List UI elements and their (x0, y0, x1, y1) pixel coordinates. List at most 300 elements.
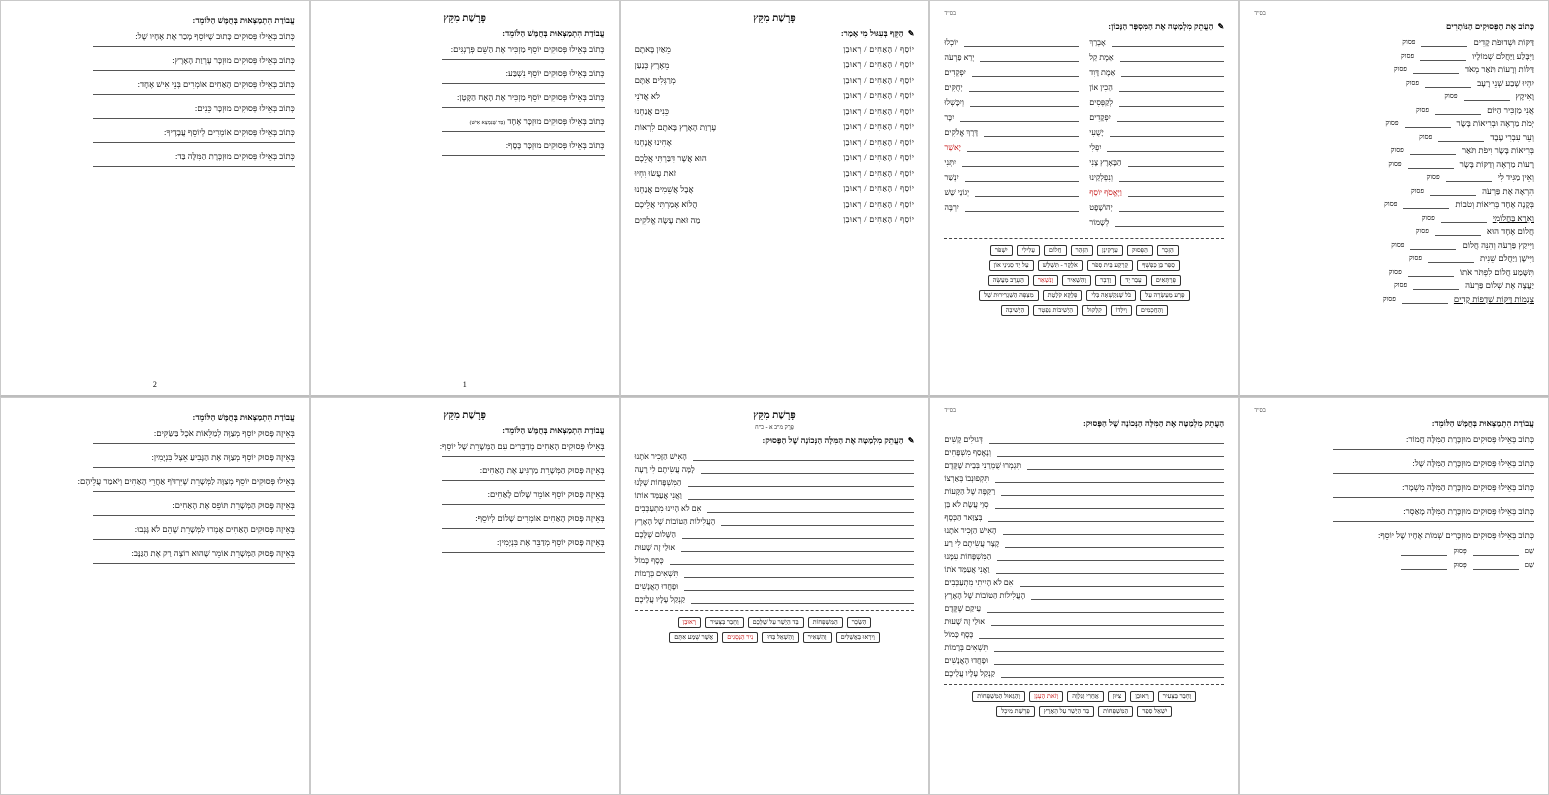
word-chip[interactable]: וְנִשְׁאַר (1033, 275, 1058, 286)
answer-blank[interactable] (691, 594, 914, 604)
answer-blank[interactable] (1107, 142, 1224, 152)
answer-blank[interactable] (991, 616, 1224, 626)
question-row[interactable] (635, 137, 915, 147)
answer-blank[interactable] (967, 142, 1079, 152)
answer-blank[interactable] (1435, 105, 1481, 115)
answer-line[interactable] (93, 562, 294, 564)
sentence-row[interactable] (944, 655, 1224, 665)
answer-line[interactable] (1333, 496, 1534, 498)
answer-blank[interactable] (1121, 67, 1224, 77)
answer-options[interactable]: יוֹסֵף / הָאַחִים / רְאוּבֵן (843, 199, 915, 209)
answer-blank[interactable] (1413, 64, 1459, 74)
name-label: שֵׁם (1524, 547, 1534, 555)
answer-blank[interactable] (1408, 159, 1454, 169)
answer-blank[interactable] (1435, 226, 1481, 236)
word-cell[interactable] (944, 82, 1079, 92)
question-row[interactable] (635, 215, 915, 225)
answer-blank[interactable] (969, 82, 1080, 92)
sentence-row[interactable] (944, 642, 1224, 652)
sentence-row[interactable] (944, 668, 1224, 678)
word-chip[interactable]: וְהִשְׁאִיר (1062, 275, 1091, 286)
word-chip[interactable]: הִזָּהֵר (1071, 245, 1093, 256)
answer-blank[interactable] (670, 555, 915, 565)
sentence-row[interactable] (944, 577, 1224, 587)
word-cell[interactable] (1089, 142, 1224, 152)
word-chip[interactable]: וְיִלְּדוֹ (1111, 305, 1132, 316)
sentence-text: דְּגוּלִים קָשִׁים (944, 435, 983, 444)
name-pasuk-row[interactable] (1254, 560, 1534, 570)
answer-options[interactable]: יוֹסֵף / הָאַחִים / רְאוּבֵן (843, 215, 915, 224)
answer-blank[interactable] (994, 655, 1224, 665)
answer-options[interactable]: יוֹסֵף / הָאַחִים / רְאוּבֵן (843, 75, 915, 85)
word-chip[interactable]: וְהַשְׁאֵל בַּדּוּ (762, 632, 799, 643)
answer-blank[interactable] (965, 172, 1080, 182)
answer-line[interactable] (93, 538, 294, 540)
word-chip[interactable]: וְיִרְאוּ בַּאֲשֵׁלִים (836, 632, 880, 643)
answer-blank[interactable] (1027, 460, 1224, 470)
answer-options[interactable]: יוֹסֵף / הָאַחִים / רְאוּבֵן (843, 91, 915, 100)
word-chip[interactable]: קִלְקוּל (1082, 305, 1107, 316)
pasuk-row[interactable] (1254, 118, 1534, 128)
word-chip[interactable]: אֲחֵרִי וְנִלְוָה (1067, 691, 1104, 702)
answer-line[interactable] (442, 130, 604, 132)
word-chip[interactable]: הַזָּכָר (1157, 245, 1179, 256)
pasuk-label: פסוק (1393, 65, 1407, 73)
answer-blank[interactable] (988, 512, 1224, 522)
answer-blank[interactable] (1110, 127, 1225, 137)
question-text: אֲבָל אֲשֵׁמִים אֲנַחְנוּ (634, 183, 694, 194)
page-thumbnail-1[interactable] (0, 0, 310, 397)
word-cell[interactable] (944, 157, 1079, 167)
pasuk-row[interactable] (1254, 145, 1534, 155)
word-cell[interactable] (1089, 187, 1224, 197)
question-row[interactable] (635, 91, 915, 101)
sentence-row[interactable] (944, 538, 1224, 548)
answer-line[interactable] (1333, 448, 1534, 450)
answer-blank[interactable] (1119, 202, 1224, 212)
answer-options[interactable]: יוֹסֵף / הָאַחִים / רְאוּבֵן (843, 44, 915, 54)
word-chip[interactable]: וְחָבַר בַּצָּעִיר (1158, 691, 1197, 702)
word-text: יִפְלִי (1089, 142, 1102, 152)
sentence-list (635, 451, 915, 604)
pasuk-row[interactable] (1254, 199, 1534, 209)
word-cell[interactable] (1089, 127, 1224, 137)
answer-blank[interactable] (997, 447, 1224, 457)
pasuk-row[interactable] (1254, 240, 1534, 250)
answer-blank[interactable] (1464, 91, 1510, 101)
sentence-row[interactable] (944, 434, 1224, 444)
answer-blank[interactable] (970, 97, 1079, 107)
word-chip[interactable]: חֲלוֹם (1044, 245, 1067, 256)
word-text: הֵכִין אוֹן (1089, 82, 1113, 92)
sentence-row[interactable] (635, 477, 915, 487)
word-cell[interactable] (1089, 172, 1224, 182)
page-thumbnail-8[interactable] (620, 397, 930, 795)
answer-blank[interactable] (1473, 546, 1519, 556)
answer-blank[interactable] (1001, 486, 1224, 496)
page-task-heading (15, 412, 295, 422)
word-chip[interactable]: רְאוּבֵן (678, 617, 702, 628)
word-chip[interactable]: סְפַר בֵּן כַּפְשָׁף (1137, 260, 1180, 271)
sentence-row[interactable] (635, 516, 915, 526)
answer-blank[interactable] (1117, 112, 1224, 122)
pasuk-text: וַיִּיקַץ פַּרְעֹה וְהִנֵּה חֲלוֹם (1462, 239, 1534, 250)
word-chip[interactable]: הַמִּשְׁפָּחוֹת (1098, 706, 1133, 717)
answer-blank[interactable] (1428, 253, 1474, 263)
answer-blank[interactable] (1115, 217, 1224, 227)
answer-blank[interactable] (1003, 525, 1225, 535)
word-chip[interactable]: בַּד הַיְשֵׁר עַל שֶׁלָּכֶם (748, 617, 804, 628)
answer-blank[interactable] (1446, 172, 1492, 182)
answer-blank[interactable] (684, 568, 914, 578)
pasuk-text: וַיִּישָׁן וַיַּחֲלֹם שֵׁנִית (1480, 253, 1534, 263)
word-cell[interactable] (1089, 112, 1224, 122)
answer-blank[interactable] (1438, 132, 1484, 142)
pasuk-row[interactable] (1254, 267, 1534, 277)
answer-blank[interactable] (682, 529, 914, 539)
word-chip[interactable]: פָּרָשַׁת מִיכָל (996, 706, 1035, 717)
sentence-row[interactable] (635, 464, 915, 474)
task-items-list (15, 31, 295, 167)
word-cell[interactable] (1089, 97, 1224, 107)
answer-blank[interactable] (1001, 668, 1224, 678)
answer-blank[interactable] (995, 499, 1225, 509)
answer-blank[interactable] (1441, 213, 1487, 223)
word-chip[interactable]: וְזֹאת הֶעָנָן (1029, 691, 1063, 702)
word-chip[interactable]: הַמִּשְׁפָּחוֹת (808, 617, 843, 628)
pasuk-row[interactable] (1254, 64, 1534, 74)
page-thumbnail-7[interactable] (310, 397, 620, 795)
answer-line[interactable] (93, 45, 294, 47)
answer-blank[interactable] (721, 516, 914, 526)
pasuk-row[interactable] (1254, 294, 1534, 304)
answer-blank[interactable] (688, 490, 915, 500)
sentence-row[interactable] (944, 486, 1224, 496)
answer-options[interactable]: יוֹסֵף / הָאַחִים / רְאוּבֵן (843, 122, 915, 131)
sentence-row[interactable] (944, 603, 1224, 613)
answer-line[interactable] (93, 165, 294, 167)
answer-blank[interactable] (681, 542, 914, 552)
word-cell[interactable] (944, 172, 1079, 182)
answer-blank[interactable] (964, 37, 1079, 47)
sentence-row[interactable] (944, 512, 1224, 522)
word-chip[interactable]: מִצְפָּה הַשַּׁגְרִירוּת שֶׁל (979, 290, 1039, 301)
page-thumbnail-6[interactable] (0, 397, 310, 795)
sentence-text: הָעֲלִילוֹת הַטּוֹבוֹת שֶׁל הָאָרֶץ (634, 517, 716, 526)
page-thumbnail-4[interactable] (929, 0, 1239, 397)
sentence-row[interactable] (635, 568, 915, 578)
word-text: אָבְרֵךְ (1089, 37, 1106, 47)
answer-blank[interactable] (1410, 240, 1456, 250)
answer-line[interactable] (442, 106, 604, 108)
answer-line[interactable] (442, 503, 604, 505)
word-chip[interactable]: הַיְשִׁיבָה (1001, 305, 1030, 316)
pasuk-row[interactable] (1254, 51, 1534, 61)
answer-blank[interactable] (1430, 186, 1476, 196)
word-cell[interactable] (944, 67, 1079, 77)
pasuk-label: פסוק (1384, 200, 1398, 208)
word-chip[interactable]: וְדָבָר (1095, 275, 1116, 286)
pasuk-row[interactable] (1254, 159, 1534, 169)
word-cell[interactable] (1089, 202, 1224, 212)
page-thumbnail-3[interactable] (620, 0, 930, 397)
answer-line[interactable] (93, 93, 294, 95)
pasuk-label: פסוק (1415, 105, 1430, 114)
sentence-row[interactable] (635, 542, 915, 552)
circle-question-list (635, 44, 915, 225)
pasuk-text: יַעֲצֶה אֶת שְׁלוֹם פַּרְעֹה (1465, 280, 1534, 290)
word-chip[interactable]: עַרְקִינָן (1097, 245, 1123, 256)
word-cell[interactable] (1089, 157, 1224, 167)
answer-blank[interactable] (707, 503, 914, 513)
answer-options[interactable]: יוֹסֵף / הָאַחִים / רְאוּבֵן (843, 153, 915, 162)
answer-blank[interactable] (1421, 37, 1467, 47)
task-item-note: (בַּד שֶׁנִּמְצָא אִישׁ) (469, 120, 506, 126)
answer-line[interactable] (93, 514, 294, 516)
sentence-row[interactable] (635, 503, 915, 513)
answer-blank[interactable] (996, 564, 1225, 574)
answer-blank[interactable] (1005, 538, 1224, 548)
answer-blank[interactable] (997, 551, 1224, 561)
answer-blank[interactable] (1405, 118, 1451, 128)
sentence-text: רַקַּפֶּה שֶׁל הַקָּעוֹת (944, 487, 996, 496)
answer-blank[interactable] (1031, 590, 1224, 600)
task-item: כְּתוֹב בְּאֵילוּ פְּסוּקִים יוֹסֵף מַזְכִּיר אֶת הָאָח הַקָּטָן: (456, 92, 605, 102)
answer-blank[interactable] (995, 473, 1224, 483)
sentence-row[interactable] (944, 460, 1224, 470)
word-chip[interactable]: הַשְּׂכָר (847, 617, 872, 628)
answer-blank[interactable] (1401, 546, 1447, 556)
answer-line[interactable] (93, 69, 294, 71)
pasuk-row[interactable] (1254, 280, 1534, 290)
word-chip[interactable]: כֹּל שֶׁנִּקְשָׁאָה בְּלִי (1086, 290, 1136, 301)
pasuk-row[interactable] (1254, 91, 1534, 101)
pasuk-row[interactable] (1254, 172, 1534, 182)
page-thumbnail-5[interactable] (1239, 0, 1549, 397)
word-chip[interactable]: הַפָּסוּק (1127, 245, 1153, 256)
answer-options[interactable]: יוֹסֵף / הָאַחִים / רְאוּבֵן (843, 137, 915, 147)
word-text: יִכָּר (944, 112, 955, 122)
word-chip[interactable]: אֹלֶקֶר - תִּשְׁלַשׁ (1038, 260, 1083, 271)
question-text: אָחִינוּ אֲנָחְנוּ (634, 137, 672, 147)
word-chip[interactable]: וְחָבַר בַּצָּעִיר (705, 617, 744, 628)
answer-blank[interactable] (1401, 560, 1447, 570)
word-chip[interactable]: הַיְשִׁיבוֹת נִפְטָר (1033, 305, 1078, 316)
answer-line[interactable] (442, 551, 604, 553)
answer-blank[interactable] (972, 67, 1079, 77)
page-thumbnail-2[interactable] (310, 0, 620, 397)
word-chip[interactable]: הֶעָרֵב מְעֻשָּׂה (988, 275, 1029, 286)
answer-line[interactable] (442, 455, 604, 457)
answer-blank[interactable] (1119, 82, 1224, 92)
question-row[interactable] (635, 122, 915, 132)
word-chip[interactable]: וְהַחֲכָמִים (1136, 305, 1168, 316)
answer-blank[interactable] (960, 112, 1079, 122)
word-chip[interactable]: יִשְׁאֵל סְפַר (1137, 706, 1172, 717)
answer-blank[interactable] (701, 464, 915, 474)
sentence-row[interactable] (944, 473, 1224, 483)
answer-blank[interactable] (962, 157, 1079, 167)
answer-blank[interactable] (1112, 37, 1224, 47)
word-cell[interactable] (944, 187, 1079, 197)
answer-line[interactable] (1333, 472, 1534, 474)
answer-blank[interactable] (1120, 52, 1224, 62)
sentence-row[interactable] (944, 590, 1224, 600)
answer-blank[interactable] (1473, 560, 1519, 570)
pasuk-row[interactable] (1254, 132, 1534, 142)
answer-blank[interactable] (1128, 157, 1225, 167)
answer-line[interactable] (442, 82, 604, 84)
answer-blank[interactable] (688, 477, 915, 487)
answer-line[interactable] (93, 466, 294, 468)
answer-line[interactable] (1333, 520, 1534, 522)
pasuk-label: פסוק (1415, 227, 1429, 235)
answer-options[interactable]: יוֹסֵף / הָאַחִים / רְאוּבֵן (843, 106, 915, 116)
question-row[interactable] (635, 168, 915, 178)
answer-blank[interactable] (965, 202, 1079, 212)
answer-line[interactable] (442, 479, 604, 481)
sentence-text: כֶּסֶף כָּמוֹל (634, 556, 664, 565)
answer-blank[interactable] (987, 603, 1224, 613)
pasuk-row[interactable] (1254, 37, 1534, 47)
sentence-row[interactable] (635, 490, 915, 500)
answer-blank[interactable] (984, 127, 1079, 137)
answer-blank[interactable] (989, 434, 1224, 444)
question-row[interactable] (635, 60, 915, 70)
word-chip[interactable]: וְהַגֵּאוּל הַמִּשְׁפָּחוֹת (972, 691, 1025, 702)
sentence-row[interactable] (635, 594, 915, 604)
answer-blank[interactable] (1020, 577, 1225, 587)
word-cell[interactable] (1089, 217, 1224, 227)
word-cell[interactable] (1089, 67, 1224, 77)
word-cell[interactable] (944, 97, 1079, 107)
pasuk-row[interactable] (1254, 253, 1534, 263)
question-row[interactable] (635, 184, 915, 194)
sentence-row[interactable] (944, 629, 1224, 639)
sentence-row[interactable] (944, 447, 1224, 457)
sentence-row[interactable] (635, 555, 915, 565)
answer-options[interactable]: יוֹסֵף / הָאַחִים / רְאוּבֵן (843, 168, 915, 178)
question-row[interactable] (635, 199, 915, 209)
answer-blank[interactable] (994, 642, 1224, 652)
question-row[interactable] (635, 44, 915, 54)
answer-line[interactable] (93, 490, 294, 492)
answer-blank[interactable] (1402, 294, 1448, 304)
sentence-text: הַמִּשְׁפָּחוֹת שֶׁלָּנוּ (634, 478, 682, 487)
answer-blank[interactable] (1119, 172, 1224, 182)
word-cell[interactable] (1089, 37, 1224, 47)
answer-blank[interactable] (1408, 267, 1454, 277)
sentence-row[interactable] (944, 564, 1224, 574)
page-header-note: בס"ד (1254, 408, 1266, 414)
sentence-row[interactable] (944, 499, 1224, 509)
sentence-text: תִּגְמְרוּ שֻׁמְרֵנִי בְּבֵית שֶׁקֶּדֶם (944, 461, 1022, 470)
word-chip[interactable]: וְהִשְׁאִיר (803, 632, 832, 643)
answer-line[interactable] (442, 527, 604, 529)
answer-blank[interactable] (1420, 51, 1466, 61)
word-chip[interactable]: עָבַר יָד (1120, 275, 1146, 286)
sentence-row[interactable] (635, 581, 915, 591)
word-chip[interactable]: עֲלִילִי (1017, 245, 1040, 256)
pasuk-row[interactable] (1254, 226, 1534, 236)
answer-blank[interactable] (684, 581, 914, 591)
word-chip[interactable]: צִיּוּן (1108, 691, 1126, 702)
word-text: יְהוֹשָׁפָט (1089, 202, 1113, 212)
word-chip[interactable]: רְאוּבֵן (1130, 691, 1154, 702)
sentence-row[interactable] (944, 551, 1224, 561)
word-chip[interactable]: אֲשֶׁר שָׁמַע אִתָּם (669, 632, 718, 643)
word-chip[interactable]: פָּרְתָּאִים (1151, 275, 1181, 286)
question-row[interactable] (635, 75, 915, 85)
answer-blank[interactable] (1425, 78, 1471, 88)
word-chip[interactable]: עַל יַד סְנִינֵי אוֹן (989, 260, 1034, 271)
sentence-row[interactable] (944, 525, 1224, 535)
pasuk-label: פסוק (1405, 78, 1420, 87)
word-cell[interactable] (944, 202, 1079, 212)
question-row[interactable] (635, 153, 915, 163)
pasuk-row[interactable] (1254, 213, 1534, 223)
pasuk-row[interactable] (1254, 186, 1534, 196)
word-chip[interactable]: פָּלֶקָּא קֹלֶטֶת (1043, 290, 1083, 301)
pasuk-row[interactable] (1254, 78, 1534, 88)
answer-blank[interactable] (1119, 97, 1224, 107)
word-chip[interactable]: בַּד הַיְשֵׁר עַל הָאָרֶץ (1039, 706, 1094, 717)
sentence-row[interactable] (635, 451, 915, 461)
name-pasuk-row[interactable] (1254, 546, 1534, 556)
answer-options[interactable]: יוֹסֵף / הָאַחִים / רְאוּבֵן (843, 184, 915, 193)
word-cell[interactable] (944, 127, 1079, 137)
word-chip[interactable]: קַרְקַע בֵּית סְפֹר (1087, 260, 1133, 271)
word-chip[interactable]: פָּרַע מֵעַשְׂרָה עַל (1140, 290, 1189, 301)
word-cell[interactable] (944, 112, 1079, 122)
answer-line[interactable] (442, 154, 604, 156)
sentence-row[interactable] (944, 616, 1224, 626)
answer-options[interactable]: יוֹסֵף / הָאַחִים / רְאוּבֵן (843, 60, 915, 69)
answer-line[interactable] (93, 442, 294, 444)
pasuk-label: פסוק (1388, 159, 1402, 168)
answer-line[interactable] (93, 117, 294, 119)
answer-blank[interactable] (1128, 187, 1224, 197)
word-cell[interactable] (944, 142, 1079, 152)
word-chip[interactable]: יִשְׁפֹּר (990, 245, 1013, 256)
answer-blank[interactable] (693, 451, 915, 461)
answer-blank[interactable] (975, 187, 1079, 197)
page-task-heading (325, 425, 605, 435)
pasuk-label: פסוק (1402, 38, 1416, 46)
answer-blank[interactable] (1403, 199, 1449, 209)
page-thumbnail-10[interactable] (1239, 397, 1549, 795)
word-cell[interactable] (1089, 52, 1224, 62)
answer-line[interactable] (93, 141, 294, 143)
word-cell[interactable] (944, 37, 1079, 47)
word-text: לְקַפְּסִים (1089, 97, 1114, 107)
word-text: יְחֻקִּים (944, 82, 963, 92)
pasuk-row[interactable] (1254, 105, 1534, 115)
word-cell[interactable] (1089, 82, 1224, 92)
answer-line[interactable] (442, 58, 604, 60)
question-row[interactable] (635, 106, 915, 116)
pasuk-label: פסוק (1385, 119, 1399, 127)
page-thumbnail-9[interactable] (929, 397, 1239, 795)
word-chip[interactable]: נִיר הַנְּסָגִים (722, 632, 758, 643)
sentence-row[interactable] (635, 529, 915, 539)
answer-blank[interactable] (979, 629, 1224, 639)
sentence-text: וְנֶאֱסַף מִשְׁפָּחִים (944, 448, 991, 457)
answer-blank[interactable] (1413, 280, 1459, 290)
word-cell[interactable] (944, 52, 1079, 62)
answer-blank[interactable] (980, 52, 1079, 62)
answer-blank[interactable] (1410, 145, 1456, 155)
